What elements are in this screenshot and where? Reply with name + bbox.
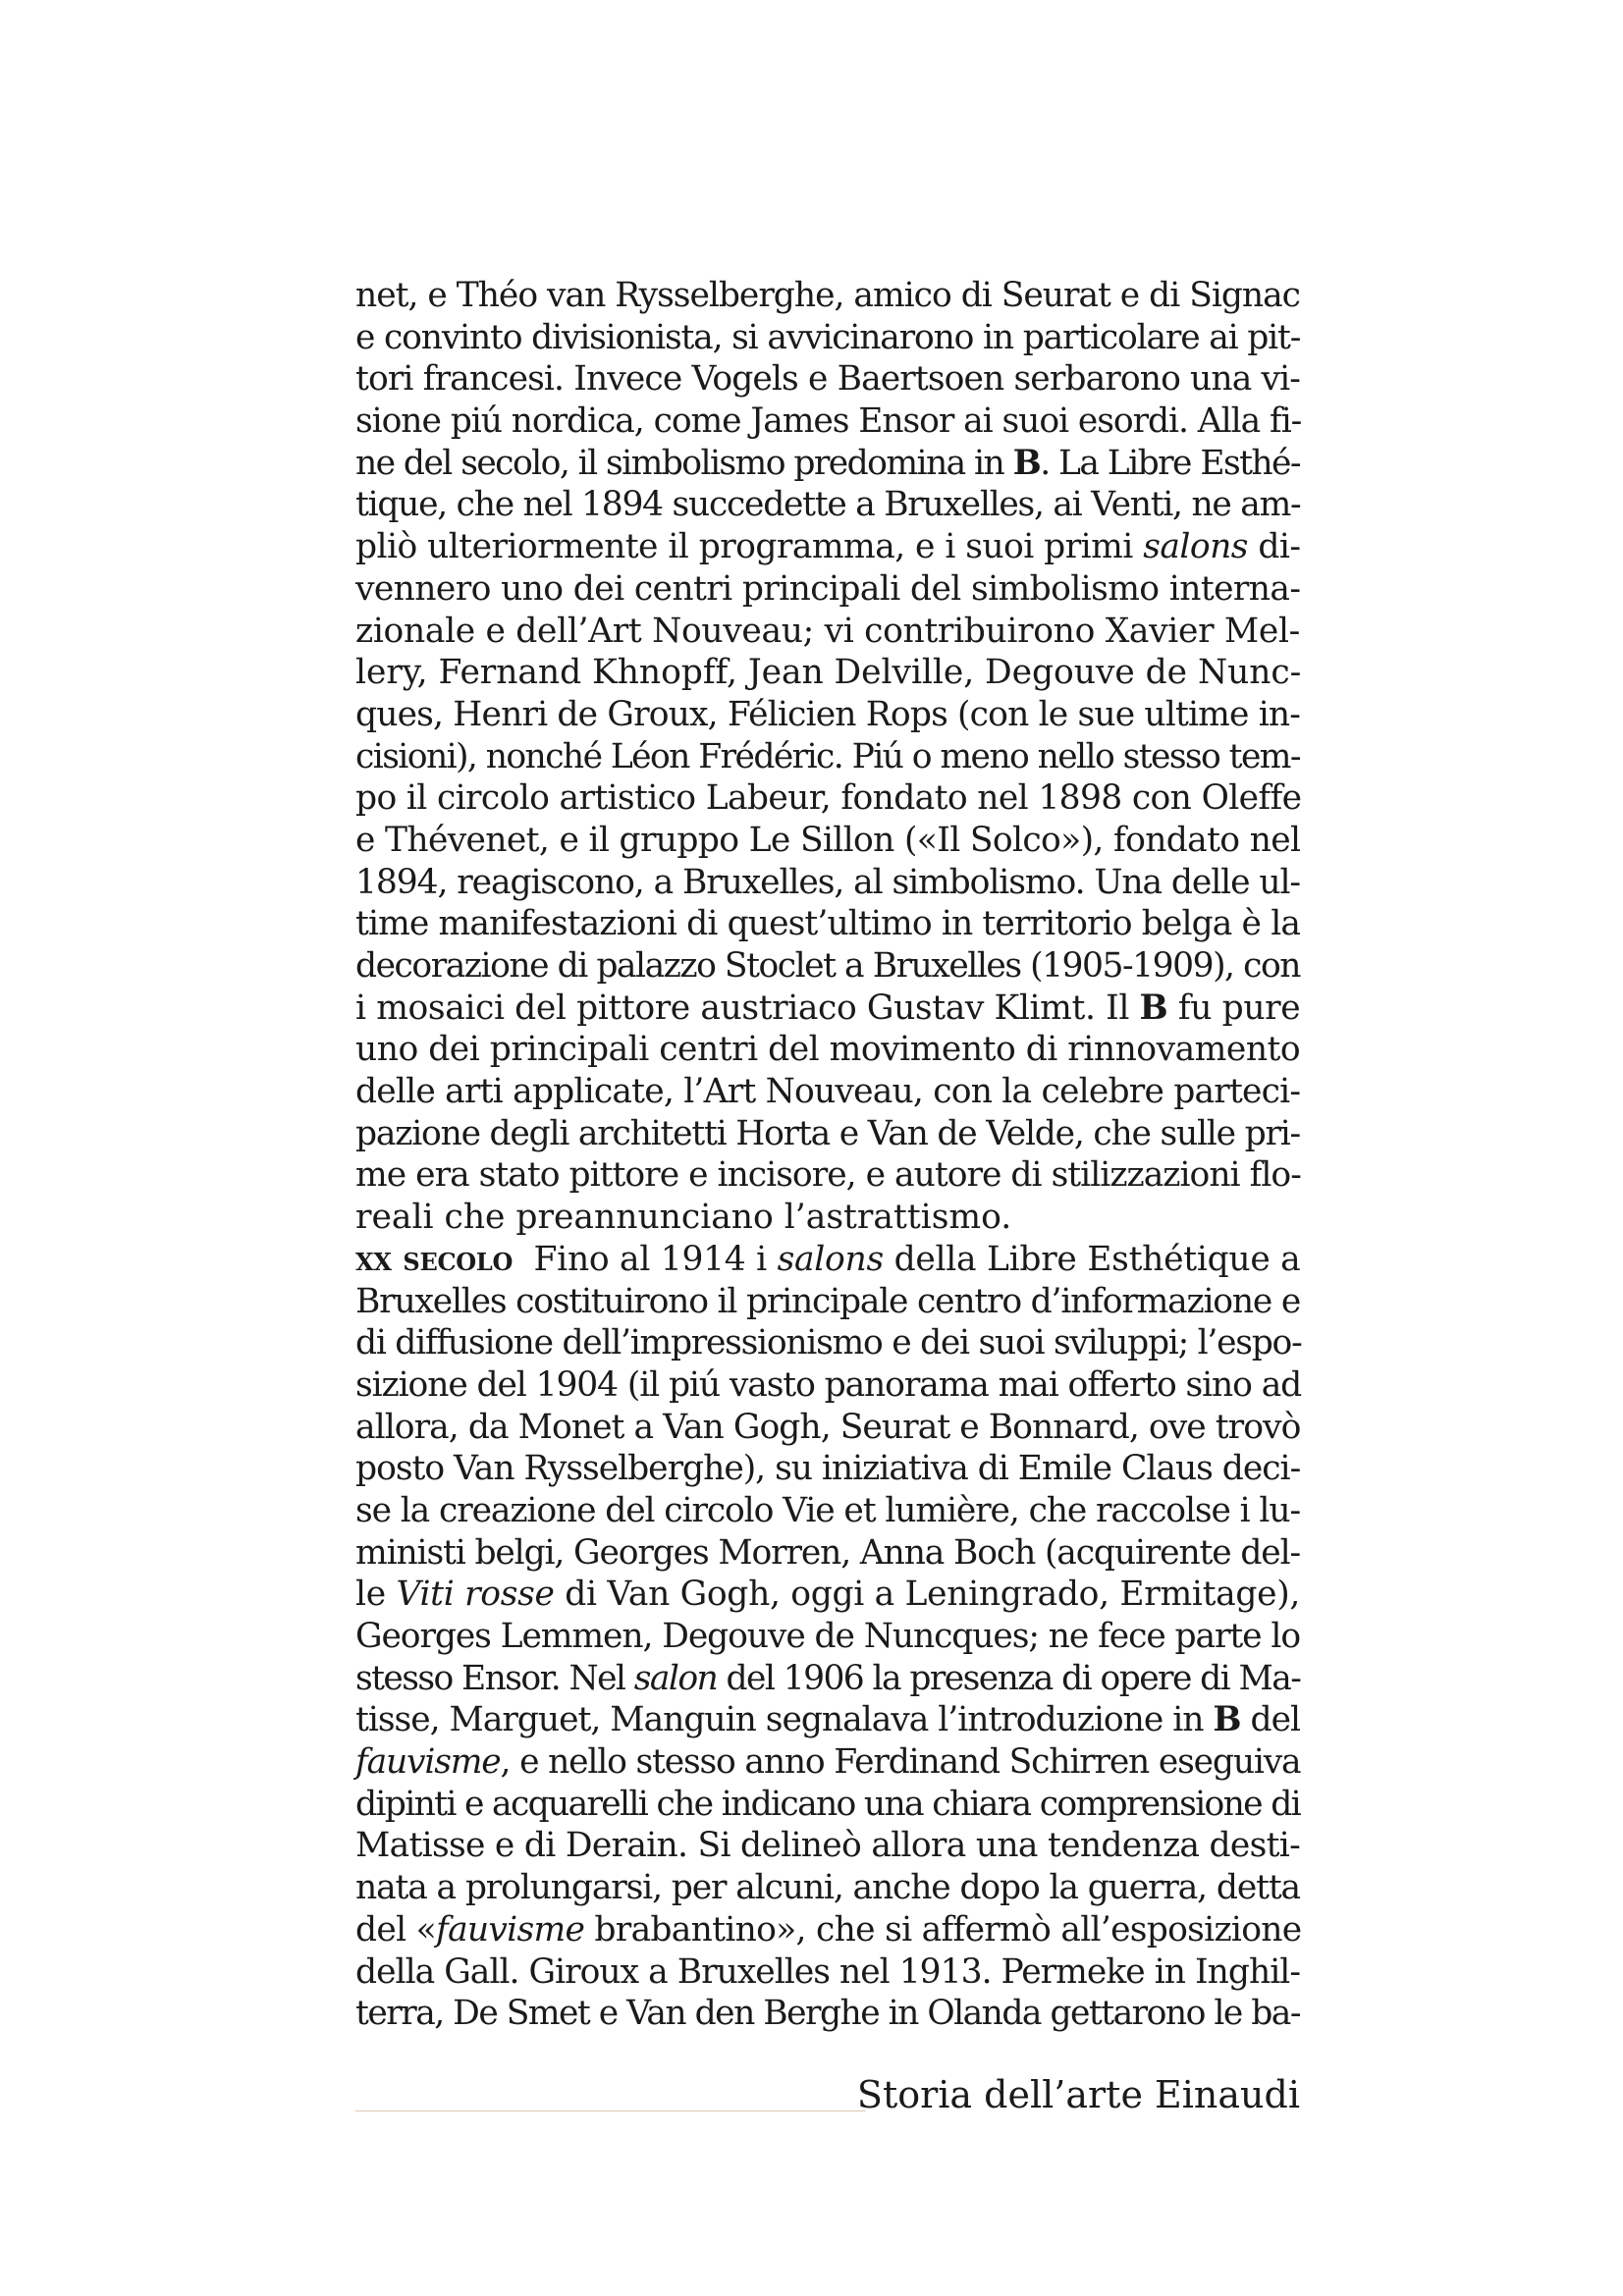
text-line (355, 1197, 1300, 1239)
text-line (355, 777, 1300, 820)
text-run: brabantino», che si affermò all’esposizione (584, 1909, 1302, 1949)
text-run: ministi belgi, Georges Morren, Anna Boch (acquirente del- (355, 1532, 1300, 1573)
text-line (355, 945, 1300, 988)
text-run: net, e Théo van Rysselberghe, amico di Seurat e di Signac (355, 276, 1300, 315)
text-line (355, 526, 1300, 568)
text-line (355, 443, 1300, 485)
text-run: stesso Ensor. Nel (355, 1658, 634, 1698)
footer-rule (355, 2110, 866, 2111)
text-line (355, 1658, 1300, 1700)
text-line (355, 568, 1300, 611)
text-run: di Van Gogh, oggi a Leningrado, Ermitage), (554, 1575, 1300, 1615)
text-line (355, 400, 1300, 443)
text-line (355, 484, 1300, 526)
text-line (355, 1825, 1300, 1867)
text-run: di- (1247, 527, 1301, 567)
text-run: zionale e dell’Art Nouveau; vi contribuirono Xavier Mel- (355, 611, 1300, 651)
bold-abbrev: B (1012, 443, 1041, 483)
text-line (355, 1154, 1300, 1197)
text-run: e Thévenet, e il gruppo Le Sillon («Il Solco»), fondato nel (355, 820, 1301, 860)
text-run: cisioni), nonché Léon Frédéric. Piú o meno nello stesso tem- (355, 736, 1300, 776)
text-line (355, 1448, 1300, 1490)
italic-term: fauvisme (355, 1742, 501, 1783)
text-run: e convinto divisionista, si avvicinarono in particolare ai pit- (355, 317, 1301, 357)
text-line (355, 275, 1300, 317)
italic-term: fauvisme (436, 1909, 585, 1949)
text-run: sione piú nordica, come James Ensor ai suoi esordi. Alla fi- (355, 401, 1302, 442)
text-run: nata a prolungarsi, per alcuni, anche dopo la guerra, detta (355, 1868, 1300, 1908)
text-run: fu pure (1167, 988, 1301, 1028)
text-line (355, 1029, 1300, 1071)
text-line (355, 1867, 1300, 1909)
text-run: allora, da Monet a Van Gogh, Seurat e Bonnard, ove trovò (355, 1407, 1301, 1447)
text-line (355, 1532, 1300, 1575)
text-run: Fino al 1914 i (513, 1239, 778, 1279)
section-heading: xx secolo (355, 1239, 514, 1279)
text-run: tisse, Marguet, Manguin segnalava l’introduzione in (355, 1700, 1214, 1740)
text-run: uno dei principali centri del movimento di rinnovamento (355, 1030, 1301, 1070)
text-run: del 1906 la presenza di opere di Ma- (717, 1658, 1301, 1698)
text-line (355, 1616, 1300, 1658)
text-run: della Gall. Giroux a Bruxelles nel 1913. Permeke in Inghil- (355, 1951, 1300, 1992)
text-run: . La Libre Esthé- (1040, 443, 1300, 483)
text-run: le (355, 1575, 397, 1615)
text-line (355, 1909, 1300, 1951)
text-run: Bruxelles costituirono il principale centro d’informazione e (355, 1281, 1301, 1321)
text-line (355, 903, 1300, 945)
text-run: terra, De Smet e Van den Berghe in Olanda gettarono le ba- (355, 1994, 1300, 2034)
text-line (355, 1281, 1300, 1323)
text-run: tori francesi. Invece Vogels e Baertsoen serbarono una vi- (355, 359, 1300, 400)
footer-title: Storia dell’arte Einaudi (856, 2073, 1300, 2116)
text-run: del (1240, 1700, 1300, 1740)
text-line (355, 1741, 1300, 1784)
text-run: del « (355, 1909, 437, 1949)
text-run: me era stato pittore e incisore, e autore di stilizzazioni flo- (355, 1155, 1301, 1196)
text-run: se la creazione del circolo Vie et lumière, che raccolse i lu- (355, 1490, 1300, 1530)
text-run: della Libre Esthétique a (883, 1239, 1301, 1279)
text-line (355, 820, 1300, 862)
body-text (355, 275, 1300, 2035)
text-run: i mosaici del pittore austriaco Gustav Klimt. Il (355, 988, 1140, 1028)
text-line (355, 1951, 1300, 1994)
text-run: Matisse e di Derain. Si delineò allora una tendenza desti- (355, 1826, 1301, 1866)
text-run: ne del secolo, il simbolismo predomina in (355, 443, 1013, 483)
text-run: pazione degli architetti Horta e Van de Velde, che sulle pri- (355, 1113, 1300, 1153)
text-run: pliò ulteriormente il programma, e i suoi primi (355, 527, 1144, 567)
text-run: decorazione di palazzo Stoclet a Bruxelles (1905-1909), con (355, 946, 1300, 986)
text-run: delle arti applicate, l’Art Nouveau, con la celebre parteci- (355, 1072, 1301, 1112)
text-run: Georges Lemmen, Degouve de Nuncques; ne fece parte lo (355, 1617, 1300, 1656)
italic-term: salons (1143, 527, 1248, 567)
text-line (355, 1490, 1300, 1532)
text-run: tique, che nel 1894 succedette a Bruxelles, ai Venti, ne am- (355, 485, 1301, 525)
text-line (355, 988, 1300, 1030)
text-run: ques, Henri de Groux, Félicien Rops (con le sue ultime in- (355, 694, 1301, 734)
text-line (355, 358, 1300, 400)
text-run: time manifestazioni di quest’ultimo in territorio belga è la (355, 904, 1300, 944)
text-line (355, 1113, 1300, 1155)
text-line (355, 1993, 1300, 2035)
text-line (355, 1784, 1300, 1826)
text-line (355, 1407, 1300, 1449)
text-line (355, 611, 1300, 653)
text-run: vennero uno dei centri principali del simbolismo interna- (355, 568, 1301, 609)
text-line (355, 862, 1300, 904)
text-run: di diffusione dell’impressionismo e dei suoi sviluppi; l’espo- (355, 1323, 1302, 1363)
text-line (355, 1322, 1300, 1364)
text-run: dipinti e acquarelli che indicano una chiara comprensione di (355, 1784, 1300, 1824)
text-run: , e nello stesso anno Ferdinand Schirren eseguiva (500, 1742, 1301, 1783)
text-run: 1894, reagiscono, a Bruxelles, al simbolismo. Una delle ul- (355, 862, 1300, 902)
text-line (355, 1699, 1300, 1741)
text-line (355, 1239, 1300, 1281)
text-line (355, 317, 1300, 359)
text-line (355, 1364, 1300, 1407)
bold-abbrev: B (1139, 988, 1168, 1028)
text-run: posto Van Rysselberghe), su iniziativa di Emile Claus deci- (355, 1449, 1301, 1489)
italic-term: salon (633, 1658, 718, 1698)
italic-term: Viti rosse (396, 1575, 555, 1615)
text-run: reali che preannunciano l’astrattismo. (355, 1198, 1012, 1238)
text-line (355, 652, 1300, 694)
text-run: lery, Fernand Khnopff, Jean Delville, Degouve de Nunc- (355, 653, 1302, 693)
text-run: po il circolo artistico Labeur, fondato nel 1898 con Oleffe (355, 778, 1302, 819)
text-run: sizione del 1904 (il piú vasto panorama mai offerto sino ad (355, 1364, 1302, 1405)
italic-term: salons (777, 1239, 884, 1279)
text-line (355, 1574, 1300, 1616)
text-line (355, 736, 1300, 778)
bold-abbrev: B (1213, 1700, 1241, 1740)
text-line (355, 694, 1300, 736)
text-line (355, 1071, 1300, 1113)
